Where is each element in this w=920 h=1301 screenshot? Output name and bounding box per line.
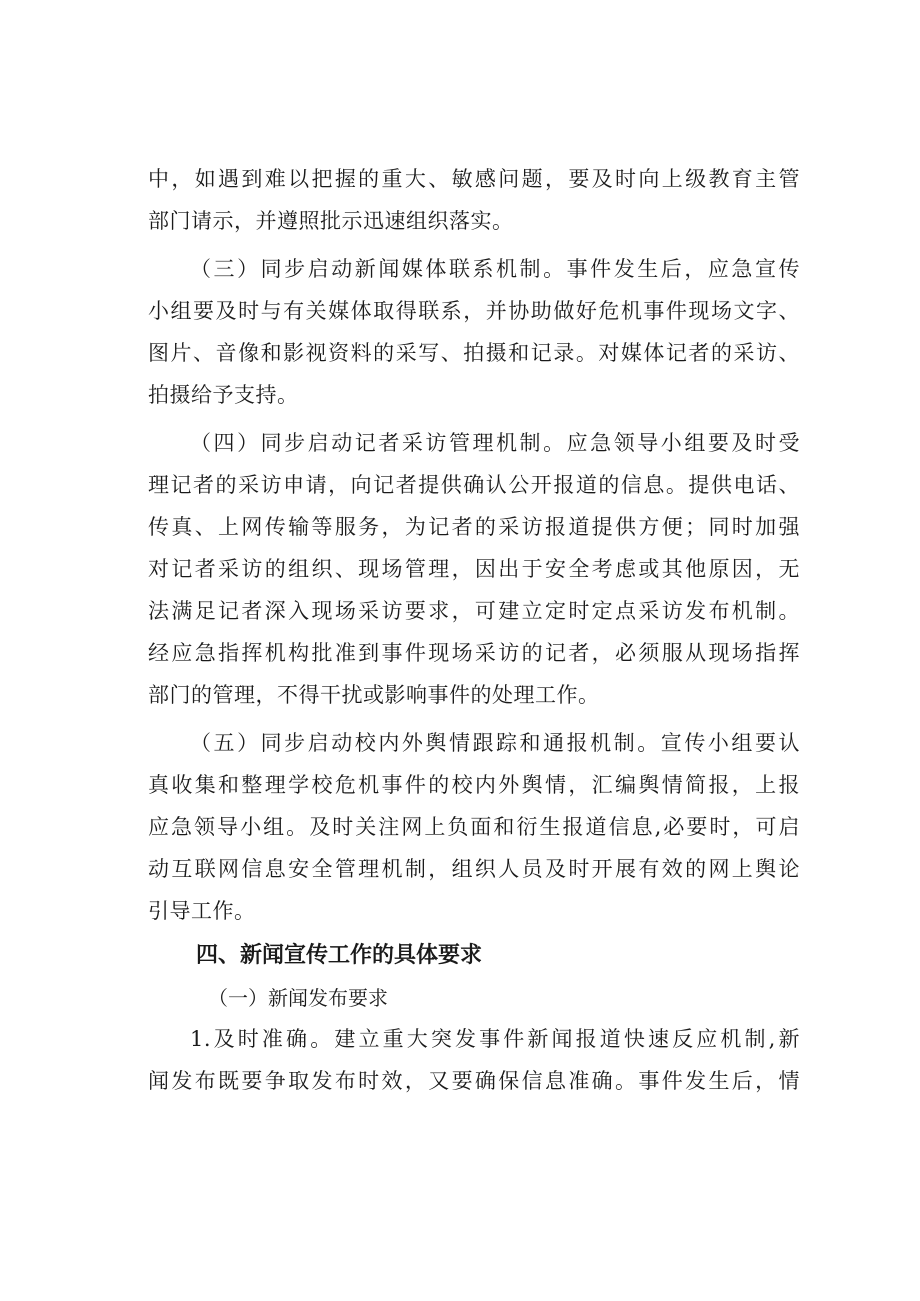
text-line: 闻发布既要争取发布时效，又要确保信息准确。事件发生后，情 [148, 1069, 800, 1093]
paragraph-reporter-management [148, 422, 800, 716]
text-line: 中，如遇到难以把握的重大、敏感问题，要及时向上级教育主管 [148, 167, 800, 191]
document-page [148, 158, 800, 1102]
text-line: 理记者的采访申请，向记者提供确认公开报道的信息。提供电话、 [148, 473, 800, 497]
text-line: 真收集和整理学校危机事件的校内外舆情，汇编舆情简报，上报 [148, 773, 800, 797]
text-line: 小组要及时与有关媒体取得联系，并协助做好危机事件现场文字、 [148, 299, 800, 323]
paragraph-continuation [148, 158, 800, 242]
text-line: 传真、上网传输等服务，为记者的采访报道提供方便；同时加强 [148, 515, 800, 539]
text-line: （四）同步启动记者采访管理机制。应急领导小组要及时受 [190, 431, 800, 455]
text-line: 经应急指挥机构批准到事件现场采访的记者，必须服从现场指挥 [148, 641, 800, 665]
text-line: （五）同步启动校内外舆情跟踪和通报机制。宣传小组要认 [190, 731, 800, 755]
paragraph-public-opinion [148, 722, 800, 932]
text-line: 动互联网信息安全管理机制，组织人员及时开展有效的网上舆论 [148, 857, 800, 881]
text-line: 引导工作。 [148, 899, 256, 923]
paragraph-timely-accurate [148, 1018, 800, 1102]
sub-heading: （一）新闻发布要求 [208, 986, 388, 1010]
text-line: 部门的管理，不得干扰或影响事件的处理工作。 [148, 683, 600, 707]
paragraph-media-contact [148, 248, 800, 416]
text-line: 法满足记者深入现场采访要求，可建立定时定点采访发布机制。 [148, 599, 800, 623]
text-line: 应急领导小组。及时关注网上负面和衍生报道信息,必要时，可启 [148, 815, 800, 839]
text-line: （三）同步启动新闻媒体联系机制。事件发生后，应急宣传 [190, 257, 800, 281]
text-line: 对记者采访的组织、现场管理，因出于安全考虑或其他原因，无 [148, 557, 800, 581]
text-line: 拍摄给予支持。 [148, 383, 299, 407]
section-heading: 四、新闻宣传工作的具体要求 [196, 943, 483, 968]
text-line: 1.及时准确。建立重大突发事件新闻报道快速反应机制,新 [190, 1027, 800, 1051]
text-line: 部门请示，并遵照批示迅速组织落实。 [148, 209, 514, 233]
text-line: 图片、音像和影视资料的采写、拍摄和记录。对媒体记者的采访、 [148, 341, 800, 365]
